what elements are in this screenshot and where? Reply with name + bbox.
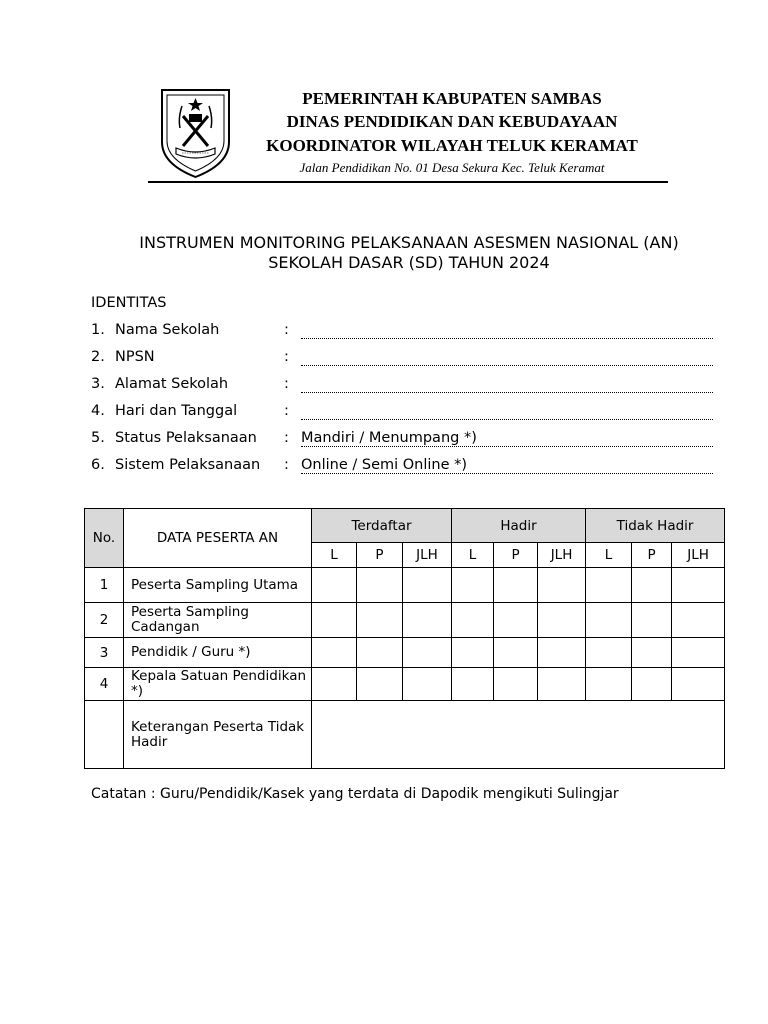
subheader-p: P (632, 543, 672, 568)
row-number (85, 701, 124, 769)
hari-tanggal-field[interactable] (301, 402, 713, 420)
table-cell[interactable] (632, 668, 672, 701)
row-number: 4 (85, 668, 124, 701)
table-row (85, 603, 725, 638)
table-cell[interactable] (452, 638, 494, 668)
table-cell[interactable] (672, 638, 725, 668)
identity-number: 6. (91, 457, 105, 473)
identity-number: 2. (91, 349, 105, 365)
table-cell[interactable] (403, 603, 452, 638)
table-cell[interactable] (312, 603, 357, 638)
table-cell[interactable] (357, 668, 403, 701)
identity-row-hari-tanggal (91, 402, 716, 422)
table-cell[interactable] (632, 638, 672, 668)
column-header-no: No. (85, 509, 124, 568)
letterhead-divider (148, 181, 668, 183)
subheader-jlh: JLH (672, 543, 725, 568)
column-header-tidak-hadir: Tidak Hadir (586, 509, 725, 543)
table-cell[interactable] (312, 638, 357, 668)
note-text: Catatan : Guru/Pendidik/Kasek yang terdata di Dapodik mengikuti Sulingjar (91, 786, 619, 802)
identity-label: NPSN (115, 349, 155, 365)
identity-label: Alamat Sekolah (115, 376, 229, 392)
row-label: Peserta Sampling Utama (124, 568, 312, 603)
table-cell[interactable] (494, 603, 538, 638)
alamat-sekolah-field[interactable] (301, 375, 713, 393)
identity-row-status-pelaksanaan (91, 429, 716, 449)
identity-number: 1. (91, 322, 105, 338)
document-title: INSTRUMEN MONITORING PELAKSANAAN ASESMEN NASIONAL (AN) (139, 233, 679, 252)
identity-colon: : (284, 457, 289, 473)
identity-colon: : (284, 349, 289, 365)
table-cell[interactable] (632, 568, 672, 603)
identity-row-alamat-sekolah (91, 375, 716, 395)
participant-data-table (84, 508, 725, 769)
table-cell[interactable] (494, 568, 538, 603)
nama-sekolah-field[interactable] (301, 321, 713, 339)
table-cell[interactable] (632, 603, 672, 638)
table-cell[interactable] (672, 603, 725, 638)
identity-number: 5. (91, 430, 105, 446)
identity-row-npsn (91, 348, 716, 368)
identity-colon: : (284, 322, 289, 338)
table-cell[interactable] (538, 568, 586, 603)
column-header-terdaftar: Terdaftar (312, 509, 452, 543)
table-cell[interactable] (403, 638, 452, 668)
document-subtitle: SEKOLAH DASAR (SD) TAHUN 2024 (268, 253, 550, 272)
subheader-jlh: JLH (538, 543, 586, 568)
header-government-name: PEMERINTAH KABUPATEN SAMBAS (302, 89, 602, 108)
identity-label: Status Pelaksanaan (115, 430, 257, 446)
table-cell[interactable] (672, 668, 725, 701)
table-cell[interactable] (312, 668, 357, 701)
regency-crest-icon (158, 84, 233, 180)
identity-number: 3. (91, 376, 105, 392)
subheader-p: P (494, 543, 538, 568)
status-pelaksanaan-field[interactable]: Mandiri / Menumpang *) (301, 429, 713, 447)
table-row (85, 668, 725, 701)
table-row (85, 568, 725, 603)
table-cell[interactable] (357, 638, 403, 668)
keterangan-field[interactable] (312, 701, 725, 769)
identity-colon: : (284, 430, 289, 446)
identity-row-nama-sekolah (91, 321, 716, 341)
table-cell[interactable] (586, 603, 632, 638)
table-cell[interactable] (494, 668, 538, 701)
table-cell[interactable] (586, 668, 632, 701)
sistem-pelaksanaan-field[interactable]: Online / Semi Online *) (301, 456, 713, 474)
table-cell[interactable] (403, 668, 452, 701)
subheader-l: L (312, 543, 357, 568)
row-label: Kepala Satuan Pendidikan *) (124, 668, 312, 701)
identity-colon: : (284, 403, 289, 419)
identity-label: Hari dan Tanggal (115, 403, 238, 419)
row-number: 2 (85, 603, 124, 638)
identity-label: Nama Sekolah (115, 322, 220, 338)
row-number: 3 (85, 638, 124, 668)
header-coordinator-name: KOORDINATOR WILAYAH TELUK KERAMAT (266, 136, 638, 155)
keterangan-label: Keterangan Peserta Tidak Hadir (124, 701, 312, 769)
table-cell[interactable] (494, 638, 538, 668)
table-cell[interactable] (672, 568, 725, 603)
subheader-l: L (586, 543, 632, 568)
table-cell[interactable] (538, 668, 586, 701)
identity-number: 4. (91, 403, 105, 419)
identity-label: Sistem Pelaksanaan (115, 457, 261, 473)
table-cell[interactable] (452, 568, 494, 603)
row-label: Peserta Sampling Cadangan (124, 603, 312, 638)
table-cell[interactable] (538, 638, 586, 668)
header-agency-name: DINAS PENDIDIKAN DAN KEBUDAYAAN (286, 112, 618, 131)
keterangan-row (85, 701, 725, 769)
column-header-hadir: Hadir (452, 509, 586, 543)
identitas-heading: IDENTITAS (91, 295, 167, 311)
table-header-row (85, 509, 725, 543)
table-cell[interactable] (452, 603, 494, 638)
subheader-p: P (357, 543, 403, 568)
table-row (85, 638, 725, 668)
table-cell[interactable] (538, 603, 586, 638)
table-cell[interactable] (312, 568, 357, 603)
table-cell[interactable] (586, 638, 632, 668)
table-cell[interactable] (357, 568, 403, 603)
subheader-jlh: JLH (403, 543, 452, 568)
header-address: Jalan Pendidikan No. 01 Desa Sekura Kec. Teluk Keramat (299, 160, 605, 175)
table-cell[interactable] (452, 668, 494, 701)
identity-colon: : (284, 376, 289, 392)
identity-row-sistem-pelaksanaan (91, 456, 716, 476)
npsn-field[interactable] (301, 348, 713, 366)
table-cell[interactable] (403, 568, 452, 603)
table-cell[interactable] (357, 603, 403, 638)
row-label: Pendidik / Guru *) (124, 638, 312, 668)
table-cell[interactable] (586, 568, 632, 603)
row-number: 1 (85, 568, 124, 603)
column-header-data-peserta: DATA PESERTA AN (124, 509, 312, 568)
subheader-l: L (452, 543, 494, 568)
